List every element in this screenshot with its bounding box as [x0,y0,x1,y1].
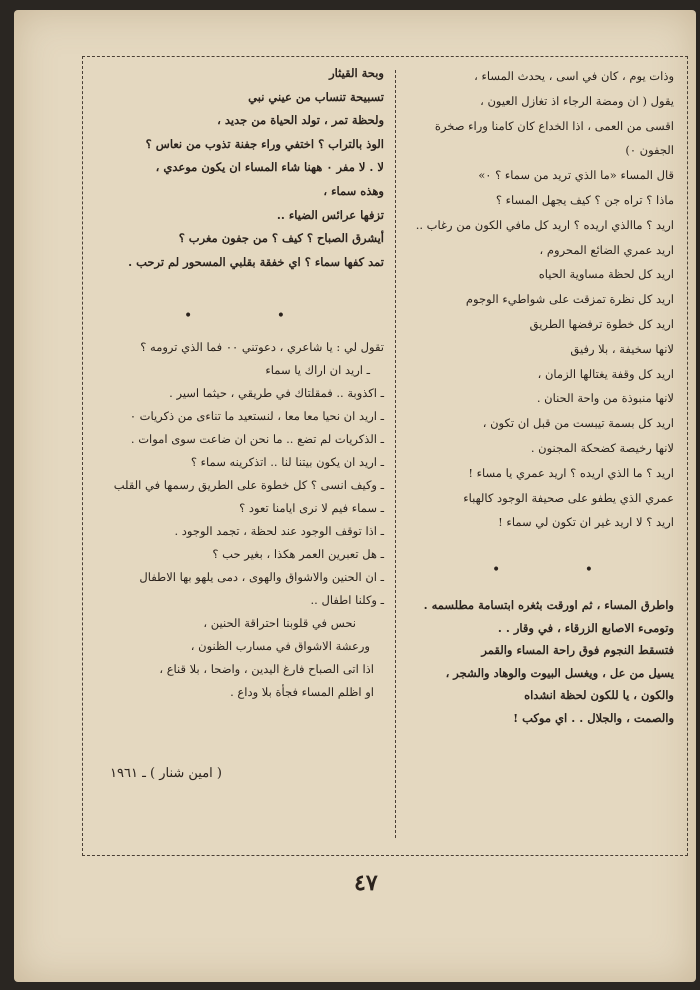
verse-line: يسيل من عل ، ويغسل البيوت والوهاد والشجر ، [445,665,674,680]
verse-line: لانها سخيفة ، بلا رفيق [570,341,674,356]
section-separator-dots: • • [184,308,325,324]
dialogue-line: ـ وكيف انسى ؟ كل خطوة على الطريق رسمها في القلب [113,478,384,492]
verse-line: ولحظة تمر ، تولد الحياة من جديد ، [217,113,384,128]
dialogue-line: ـ اريد ان اراك يا سماء [265,363,370,377]
verse-line: تسبيحة تنساب من عيني نبي [248,89,384,104]
dialogue-line: ورعشة الاشواق في مسارب الظنون ، [190,639,370,653]
page-number: ٤٧ [354,870,378,896]
verse-line: فتسقط النجوم فوق راحة المساء والقمر [481,643,674,657]
dialogue-line: او اظلم المساء فجأة بلا وداع . [230,685,374,699]
left-column-top [104,62,384,274]
dialogue-line: اذا اتى الصباح فارغ اليدين ، واضحا ، بلا قناع ، [159,662,374,676]
right-column-closing [406,594,674,729]
verse-line: قال المساء «ما الذي تريد من سماء ؟ ٠» [478,168,674,183]
section-separator-dots: • • [492,562,633,578]
verse-line: وذات يوم ، كان في اسى ، يحدث المساء ، [474,69,674,83]
verse-line: اريد كل بسمة تيبست من قبل ان تكون ، [482,416,674,431]
magazine-page [14,10,696,982]
verse-line: الوذ بالتراب ؟ اختفي وراء جفنة تذوب من نعاس ؟ [145,136,384,151]
verse-line: وهذه سماء ، [323,183,384,198]
right-column [406,64,674,535]
dialogue-line: ـ اريد ان نحيا معا معا ، لنستعيد ما تناءى من ذكريات ٠ [129,409,384,423]
verse-line: اريد عمري الضائع المحروم ، [539,242,674,257]
dialogue-line: ـ سماء فيم لا نرى ايامنا تعود ؟ [239,501,384,515]
dialogue-line: تقول لي : يا شاعري ، دعوتني ٠٠ فما الذي ترومه ؟ [140,340,384,354]
verse-line: اريد كل لحظة مساوية الحياه [538,267,674,282]
verse-line: والكون ، يا للكون لحظة انشداه [524,688,674,702]
verse-line: عمري الذي يطفو على صحيفة الوجود كالهباء [463,490,674,505]
dialogue-line: ـ اريد ان يكون بيتنا لنا .. اتذكرينه سماء ؟ [190,455,384,469]
verse-line: وبحة القيثار [329,66,384,80]
dialogue-line: ـ اذا توقف الوجود عند لحظة ، تجمد الوجود . [174,524,384,538]
verse-line: الجفون ٠) [625,143,674,158]
dialogue-line: ـ ان الحنين والاشواق والهوى ، دمى يلهو بها الاطفال [139,570,384,584]
verse-line: اريد كل وقفة يغتالها الزمان ، [537,366,674,381]
verse-line: اريد كل خطوة ترفضها الطريق [529,316,674,331]
verse-line: يقول ( ان ومضة الرجاء اذ تغازل العيون ، [480,93,674,108]
author-signature: ( امين شنار ) ـ ١٩٦١ [110,766,222,781]
left-column-dialogue [104,336,384,704]
verse-line: اريد ؟ ماالذي اريده ؟ اريد كل مافي الكون من رغاب .. [415,217,674,232]
verse-line: تزفها عرائس الضياء .. [276,207,384,222]
verse-line: وتومىء الاصابع الزرقاء ، في وقار . . [497,620,674,635]
verse-line: لانها منبوذة من واحة الحنان . [536,391,674,406]
verse-line: اريد ؟ لا اريد غير ان تكون لي سماء ! [498,515,674,530]
verse-line: والصمت ، والجلال . . اي موكب ! [513,710,674,725]
verse-line: ماذا ؟ تراه جن ؟ كيف يجهل المساء ؟ [495,192,674,207]
dialogue-line: نحس في قلوبنا احتراقة الحنين ، [203,616,356,630]
verse-line: أيشرق الصباح ؟ كيف ؟ من جفون مغرب ؟ [178,231,384,246]
verse-line: واطرق المساء ، ثم اورقت بثغره ابتسامة مطلسمه . [423,598,674,612]
dialogue-line: ـ وكلنا اطفال .. [310,593,384,607]
verse-line: اريد كل نظرة تمزقت على شواطيء الوجوم [465,292,674,307]
verse-line: تمد كفها سماء ؟ اي خفقة بقلبي المسحور لم ترحب . [128,254,384,269]
column-divider [395,70,396,838]
verse-line: لا . لا مفر ٠ ههنا شاء المساء ان يكون موعدي ، [155,160,384,175]
verse-line: لانها رخيصة كضحكة المجنون . [530,440,674,455]
verse-line: اقسى من العمى ، اذا الخداع كان كامنا وراء صخرة [434,118,674,133]
dialogue-line: ـ الذكريات لم تضع .. ما نحن ان ضاعت سوى اموات . [130,432,384,446]
dialogue-line: ـ هل تعبرين العمر هكذا ، بغير حب ؟ [212,547,384,561]
dialogue-line: ـ اكذوبة .. فمقلتاك في طريقي ، حيثما اسير . [169,386,384,400]
verse-line: اريد ؟ ما الذي اريده ؟ اريد عمري يا مساء ! [468,465,674,480]
